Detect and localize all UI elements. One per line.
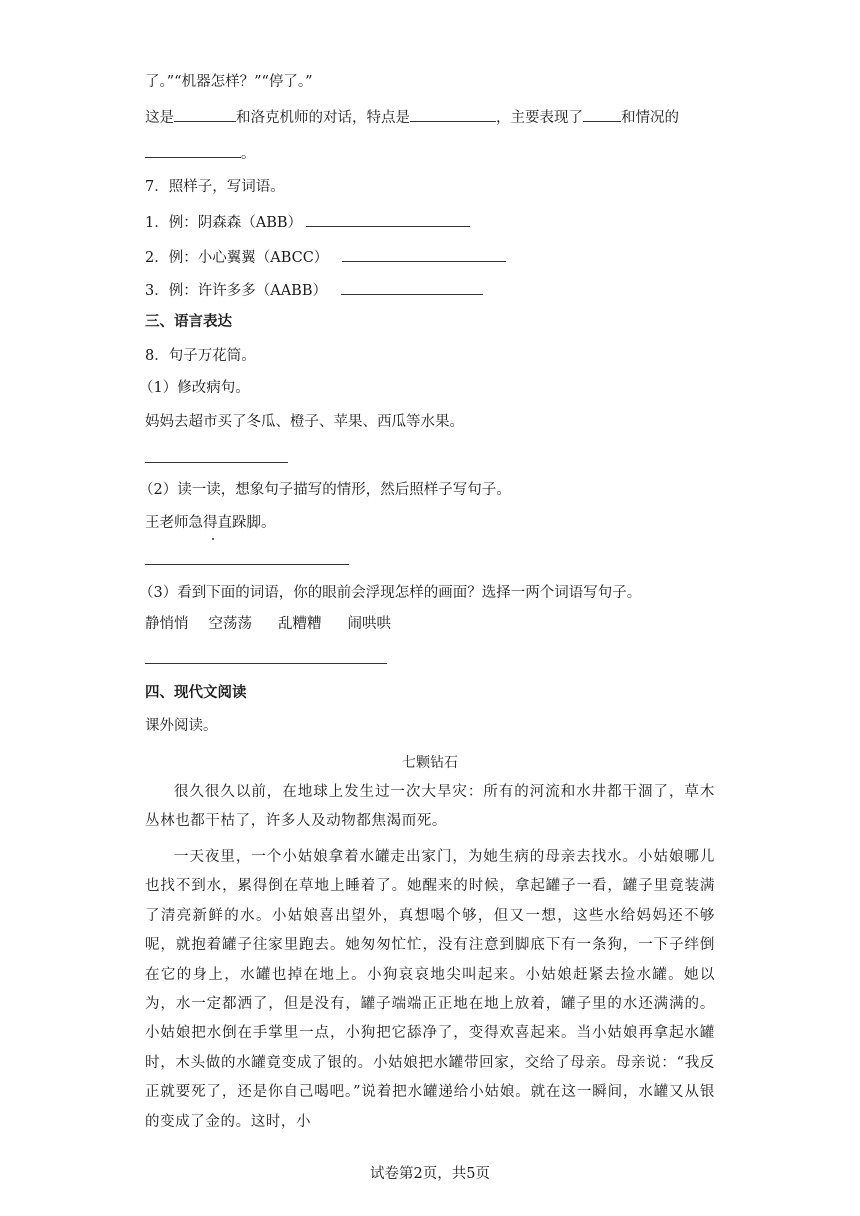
q7-item [145,212,470,233]
section-3-heading [145,312,232,332]
passage-paragraph: 一天夜里，一个小姑娘拿着水罐走出家门，为她生病的母亲去找水。小姑娘哪儿也找不到水，累得倒在草地上睡着了。她醒来的时候，拿起罐子一看，罐子里竟装满了清亮新鲜的水。小姑娘喜出望外，真想喝个够，但又一想，这些水给妈妈还不够呢，就抱着罐子往家里跑去。她匆匆忙忙，没有注意到脚底下有一条狗，一下子绊倒在它的身上，水罐也掉在地上。小狗哀哀地尖叫起来。小姑娘赶紧去捡水罐。她以为，水一定都洒了，但是没有，罐子端端正正地在地上放着，罐子里的水还满满的。小姑娘把水倒在手掌里一点，小狗把它舔净了，变得欢喜起来。当小姑娘再拿起水罐时，木头做的水罐竟变成了银的。小姑娘把水罐带回家，交给了母亲。母亲说：“我反正就要死了，还是你自己喝吧。”说着把水罐递给小姑娘。就在这一瞬间，水罐又从银的变成了金的。这时，小 [145,849,715,1130]
q8-sub1-sentence-text: 妈妈去超市买了冬瓜、橙子、苹果、西瓜等水果。 [145,414,464,430]
word-list [145,614,391,634]
answer-blank[interactable] [174,107,236,122]
answer-blank[interactable] [145,143,241,158]
answer-line[interactable] [145,663,387,664]
answer-blank[interactable] [342,247,506,262]
q6-fill-line [145,107,679,128]
q6-text-3: ，主要表现了 [496,110,583,126]
q8-title [145,346,256,366]
word-item: 闹哄哄 [347,616,391,632]
passage-paragraph: 很久很久以前，在地球上发生过一次大旱灾：所有的河流和水井都干涸了，草木丛林也都干枯了，许多人及动物都焦渴而死。 [145,784,715,830]
answer-blank[interactable] [410,107,496,122]
q7-item-text: 3．例：许许多多（AABB） [145,283,327,299]
q6-text-2: 和洛克机师的对话，特点是 [236,110,410,126]
word-item: 静悄悄 [145,616,189,632]
q8-sub2-sentence [145,513,276,533]
q8-sub2-title-text: （2）读一读，想象句子描写的情形，然后照样子写句子。 [139,482,511,498]
q8-sub2-sentence-text: 王老师急得直跺脚。 [145,515,276,531]
answer-blank[interactable] [341,280,483,295]
page-footer: 试卷第2页，共5页 [370,1166,490,1182]
q7-item-text: 1．例：阴森森（ABB） [145,215,303,231]
q8-sub1-title-text: （1）修改病句。 [139,380,250,396]
q6-fill-line-2 [145,143,256,164]
q8-sub3-title [139,583,641,603]
answer-blank[interactable] [306,212,470,227]
q7-title-text: 7．照样子，写词语。 [145,179,285,195]
q7-item-text: 2．例：小心翼翼（ABCC） [145,250,329,266]
q8-sub2-title [139,480,511,500]
section-4-heading [145,683,247,703]
word-item: 乱糟糟 [278,616,322,632]
continued-dialogue-line [145,72,313,92]
answer-blank[interactable] [583,107,621,122]
word-item: 空荡荡 [208,616,252,632]
q7-item [145,280,483,301]
reading-intro [145,716,218,736]
q8-title-text: 8．句子万花筒。 [145,348,256,364]
q6-text-5: 。 [241,146,256,162]
reading-intro-text: 课外阅读。 [145,718,218,734]
passage-title: 七颗钻石 [402,755,458,771]
q7-title [145,177,285,197]
section-3-heading-text: 三、语言表达 [145,313,232,330]
q8-sub3-title-text: （3）看到下面的词语，你的眼前会浮现怎样的画面？选择一两个词语写句子。 [139,585,642,601]
continued-dialogue-text: 了。”“机器怎样？”“停了。” [145,74,313,90]
q7-item [145,247,506,268]
answer-line[interactable] [145,462,288,463]
section-4-heading-text: 四、现代文阅读 [145,684,247,701]
q8-sub1-sentence [145,412,464,432]
q8-sub1-title [139,378,250,398]
emphasis-dot [212,538,214,540]
q6-text-4: 和情况的 [621,110,679,126]
q6-text-1: 这是 [145,110,174,126]
answer-line[interactable] [145,564,349,565]
